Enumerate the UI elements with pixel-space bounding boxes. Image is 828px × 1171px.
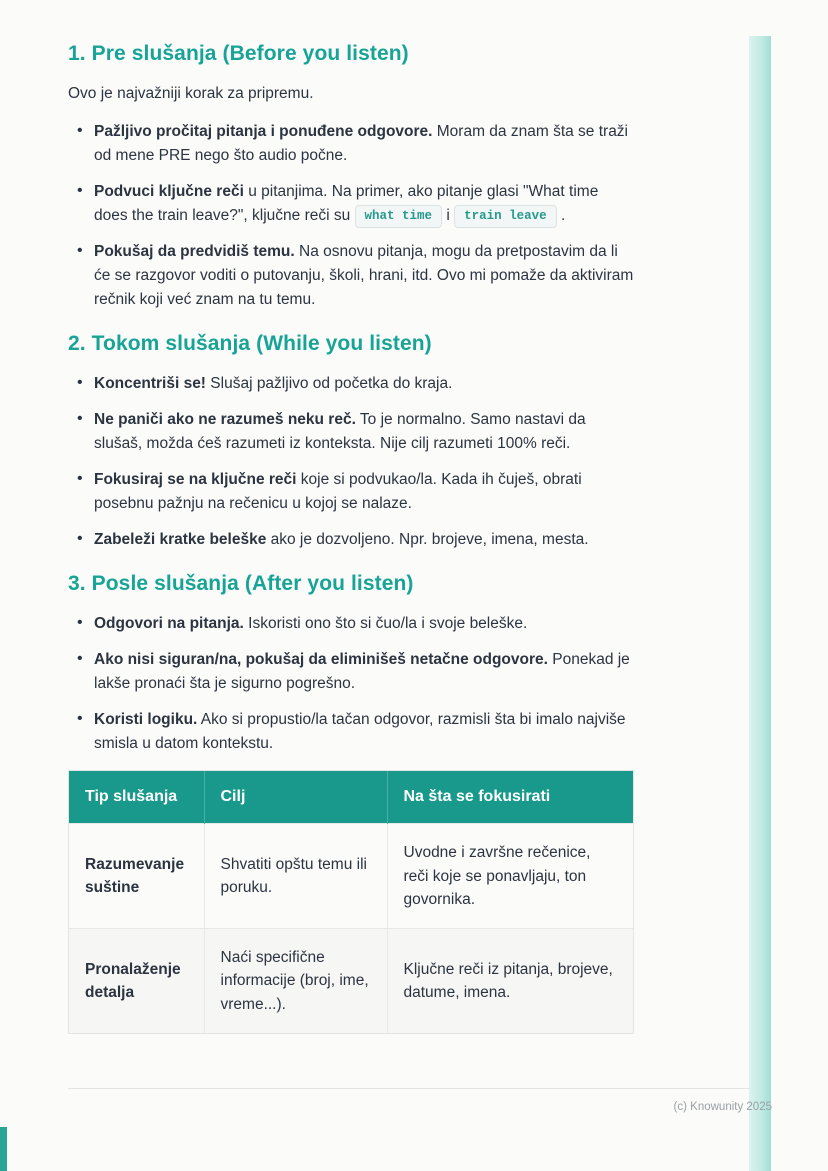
list-item-text: Iskoristi ono što si čuo/la i svoje beleške.	[243, 615, 528, 633]
list-item-text: koje si podvukao/la. Kada ih čuješ, obrati posebnu pažnju na rečenicu u kojoj se nalaze.	[94, 471, 582, 513]
listening-types-table-wrap	[68, 770, 634, 1034]
list-item-lead: Zabeleži kratke beleške	[94, 531, 267, 549]
section-heading: 1. Pre slušanja (Before you listen)	[68, 42, 409, 65]
table-cell-goal: Naći specifične informacije (broj, ime, vreme...).	[204, 929, 387, 1033]
table-header-cell: Cilj	[204, 771, 387, 824]
list-item-text: u pitanjima. Na primer, ako pitanje glasi "What time does the train leave?", ključne reči su	[94, 183, 599, 225]
list-item-text: .	[556, 207, 566, 225]
table-header-row	[69, 771, 633, 824]
list-item-text: Na osnovu pitanja, mogu da pretpostavim da li će se razgovor voditi o putovanju, školi, hrani, itd. Ovo mi pomaže da aktiviram rečnik koji već znam na tu temu.	[94, 243, 634, 309]
list-item-text: ako je dozvoljeno. Npr. brojeve, imena, mesta.	[266, 531, 589, 549]
table-header-cell: Na šta se fokusirati	[387, 771, 633, 824]
table-cell-type: Pronalaženje detalja	[69, 929, 204, 1033]
table-row	[69, 929, 633, 1033]
page-edge-accent-bar	[749, 36, 771, 1171]
list-item	[68, 612, 634, 636]
list-item	[68, 408, 634, 456]
corner-accent-strip	[0, 1127, 7, 1171]
list-item-text: Ponekad je lakše pronaći šta je sigurno pogrešno.	[94, 651, 630, 693]
document-page	[68, 30, 634, 1034]
list-item	[68, 240, 634, 312]
bullet-list	[68, 120, 634, 312]
list-item	[68, 468, 634, 516]
inline-code-chip: train leave	[454, 205, 557, 228]
list-item	[68, 372, 634, 396]
section-heading: 3. Posle slušanja (After you listen)	[68, 572, 414, 596]
section-while-listening	[68, 332, 634, 552]
listening-types-table	[69, 771, 633, 1033]
bullet-list	[68, 612, 634, 756]
inline-code-chip: what time	[355, 205, 443, 228]
footer-divider	[68, 1088, 760, 1089]
section-heading: 2. Tokom slušanja (While you listen)	[68, 332, 432, 356]
list-item-lead: Pažljivo pročitaj pitanja i ponuđene odgovore.	[94, 123, 433, 141]
list-item-lead: Podvuci ključne reči	[94, 183, 244, 201]
table-cell-focus: Ključne reči iz pitanja, brojeve, datume, imena.	[387, 929, 633, 1033]
list-item-text: Slušaj pažljivo od početka do kraja.	[205, 375, 453, 393]
list-item	[68, 708, 634, 756]
list-item	[68, 120, 634, 168]
list-item-lead: Fokusiraj se na ključne reči	[94, 471, 297, 489]
list-item-lead: Ako nisi siguran/na, pokušaj da eliminišeš netačne odgovore.	[94, 651, 548, 669]
section-before-listening	[68, 42, 634, 312]
section-after-listening	[68, 572, 634, 756]
list-item-lead: Ne paniči ako ne razumeš neku reč.	[94, 411, 356, 429]
table-cell-type: Razumevanje suštine	[69, 824, 204, 929]
list-item-text: Ako si propustio/la tačan odgovor, razmisli šta bi imalo najviše smisla u datom kontekstu.	[94, 711, 626, 753]
list-item	[68, 648, 634, 696]
table-cell-goal: Shvatiti opštu temu ili poruku.	[204, 824, 387, 929]
list-item	[68, 180, 634, 228]
table-header-cell: Tip slušanja	[69, 771, 204, 824]
list-item-text: i	[442, 207, 455, 225]
list-item	[68, 528, 634, 552]
table-row	[69, 824, 633, 929]
list-item-lead: Odgovori na pitanja.	[94, 615, 244, 633]
bullet-list	[68, 372, 634, 552]
list-item-lead: Pokušaj da predvidiš temu.	[94, 243, 295, 261]
intro-paragraph: Ovo je najvažniji korak za pripremu.	[68, 85, 314, 102]
list-item-lead: Koristi logiku.	[94, 711, 198, 729]
list-item-lead: Koncentriši se!	[94, 375, 206, 393]
list-item-text: To je normalno. Samo nastavi da slušaš, možda ćeš razumeti iz konteksta. Nije cilj razumeti 100% reči.	[94, 411, 586, 453]
footer-credit: (c) Knowunity 2025	[673, 1101, 772, 1113]
table-cell-focus: Uvodne i završne rečenice, reči koje se ponavljaju, ton govornika.	[387, 824, 633, 929]
list-item-text: Moram da znam šta se traži od mene PRE nego što audio počne.	[94, 123, 629, 165]
